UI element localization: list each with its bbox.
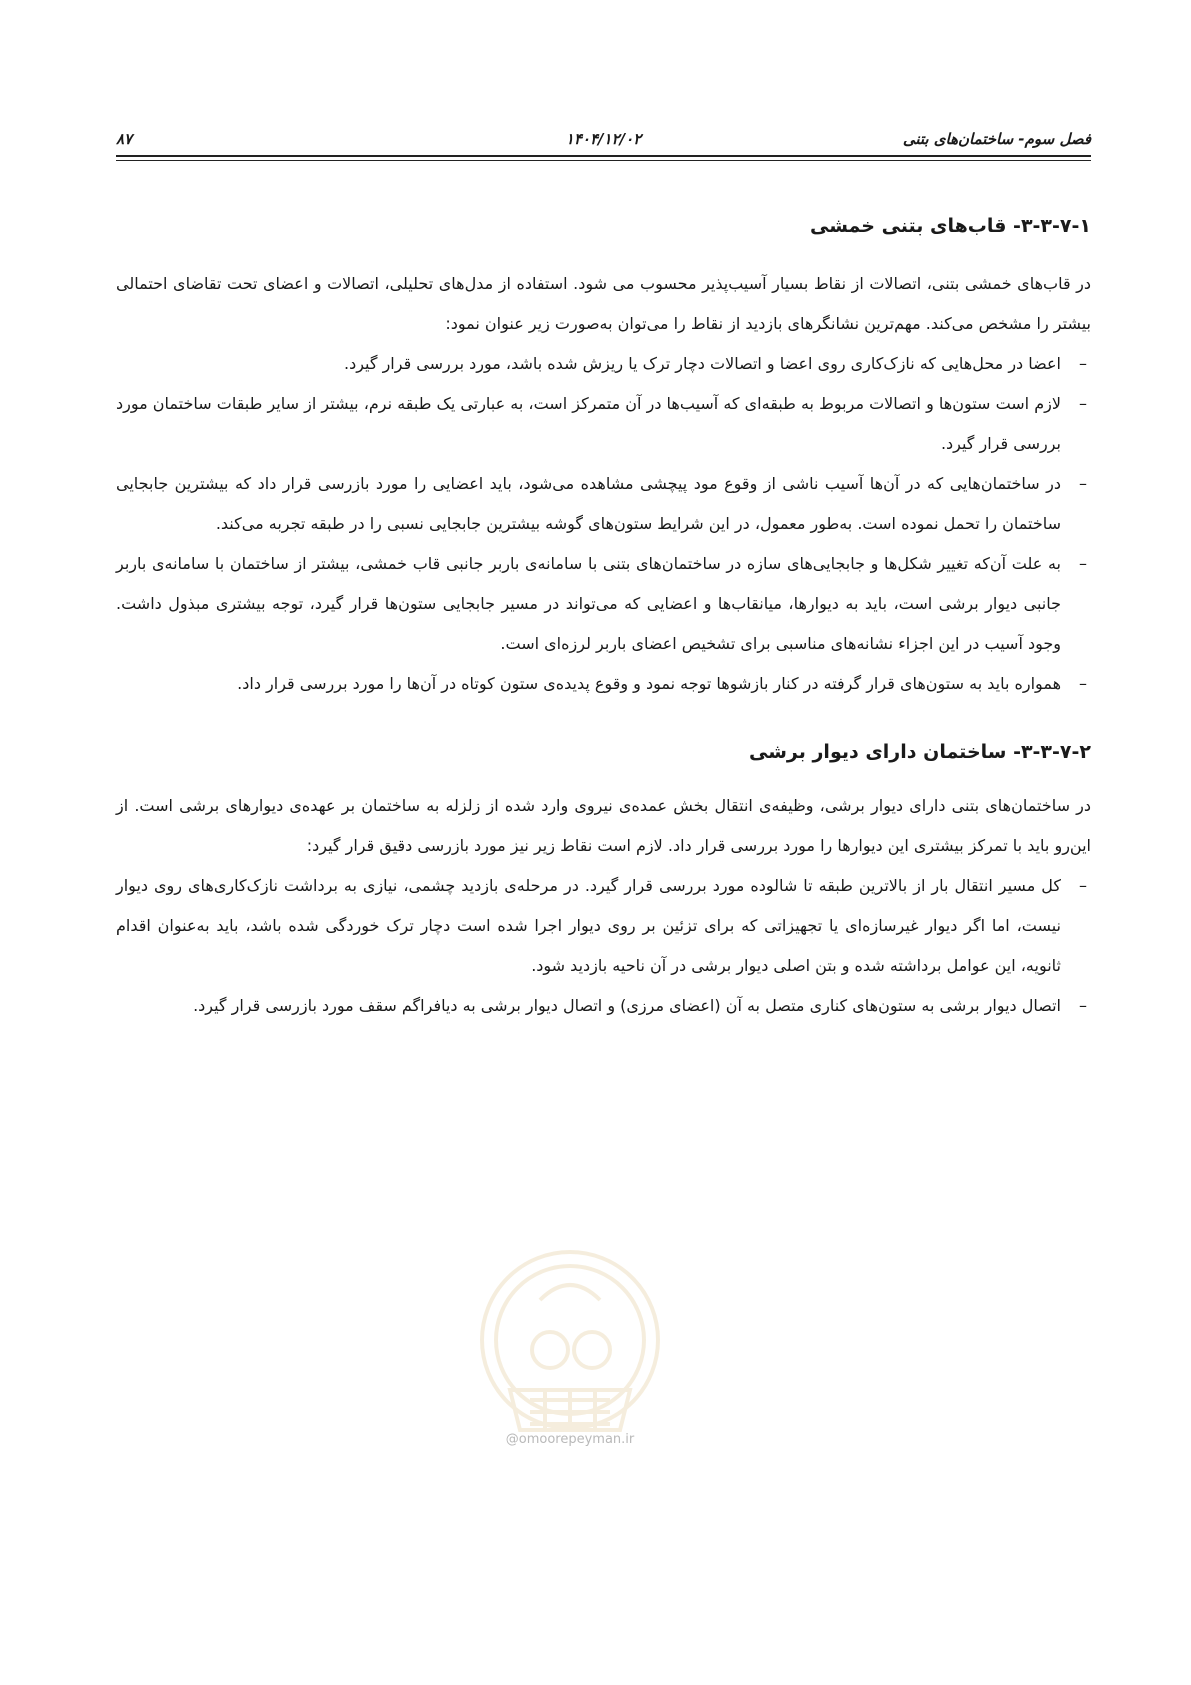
page-header bbox=[116, 128, 1091, 152]
list-item bbox=[116, 544, 1091, 664]
bullet-marker: – bbox=[1079, 674, 1087, 693]
body-paragraph: در قاب‌های خمشی بتنی، اتصالات از نقاط بسیار آسیب‌پذیر محسوب می شود. استفاده از مدل‌های تحلیلی، اتصالات و اعضای تحت تقاضای احتمالی بیشتر را مشخص می‌کند. مهم‌ترین نشانگرهای بازدید از نقاط را می‌توان به‌صورت زیر عنوان نمود: bbox=[116, 274, 1091, 333]
list-item bbox=[116, 866, 1091, 986]
list-item bbox=[116, 664, 1091, 704]
list-item bbox=[116, 384, 1091, 464]
list-item bbox=[116, 344, 1091, 384]
watermark-url: @omoorepeyman.ir bbox=[505, 1432, 635, 1447]
section-heading: ۳-۳-۷-۲- ساختمان دارای دیوار برشی bbox=[749, 741, 1091, 763]
chapter-title: فصل سوم- ساختمان‌های بتنی bbox=[902, 130, 1091, 148]
bullet-marker: – bbox=[1079, 554, 1087, 573]
list-item-text: در ساختمان‌هایی که در آن‌ها آسیب ناشی از وقوع مود پیچشی مشاهده می‌شود، باید اعضایی را مورد بازرسی قرار داد که بیشترین جابجایی ساختمان را تحمل نموده است. به‌طور معمول، در این شرایط ستون‌های گوشه بیشترین جابجایی نسبی را در طبقه تجربه می‌کند. bbox=[116, 474, 1061, 533]
list-item-text: همواره باید به ستون‌های قرار گرفته در کنار بازشوها توجه نمود و وقوع پدیده‌ی ستون کوتاه در آن‌ها را مورد بررسی قرار داد. bbox=[237, 674, 1061, 693]
list-item-text: به علت آن‌که تغییر شکل‌ها و جابجایی‌های سازه در ساختمان‌های بتنی با سامانه‌ی باربر جانبی قاب خمشی، بیشتر از ساختمان با سامانه‌ی باربر جانبی دیوار برشی است، باید به دیوارها، میانقاب‌ها و اعضایی که می‌تواند در مسیر جابجایی ستون‌ها قرار گیرد، توجه بیشتری مبذول داشت. وجود آسیب در این اجزاء نشانه‌های مناسبی برای تشخیص اعضای باربر لرزه‌ای است. bbox=[116, 554, 1061, 653]
section-heading: ۳-۳-۷-۱- قاب‌های بتنی خمشی bbox=[809, 215, 1091, 237]
page-number: ۸۷ bbox=[116, 130, 133, 148]
header-rule bbox=[116, 155, 1091, 157]
list-item-text: کل مسیر انتقال بار از بالاترین طبقه تا شالوده مورد بررسی قرار گیرد. در مرحله‌ی بازدید چشمی، نیازی به برداشت نازک‌کاری‌های روی دیوار نیست، اما اگر دیوار غیرسازه‌ای یا تجهیزاتی که برای تزئین بر روی دیوار اجرا شده است دچار ترک خوردگی شده باشد، باید به‌عنوان اقدام ثانویه، این عوامل برداشته شده و بتن اصلی دیوار برشی در آن ناحیه بازدید شود. bbox=[116, 876, 1061, 975]
list-item bbox=[116, 986, 1091, 1026]
header-rule-thin bbox=[116, 160, 1091, 161]
header-date: ۱۴۰۴/۱۲/۰۲ bbox=[565, 130, 642, 148]
bullet-marker: – bbox=[1079, 996, 1087, 1015]
bullet-list bbox=[116, 866, 1091, 1026]
bullet-marker: – bbox=[1079, 354, 1087, 373]
list-item-text: اعضا در محل‌هایی که نازک‌کاری روی اعضا و اتصالات دچار ترک یا ریزش شده باشد، مورد بررسی قرار گیرد. bbox=[344, 354, 1061, 373]
list-item-text: لازم است ستون‌ها و اتصالات مربوط به طبقه‌ای که آسیب‌ها در آن متمرکز است، به عبارتی یک طبقه نرم، بیشتر از سایر طبقات ساختمان مورد بررسی قرار گیرد. bbox=[116, 394, 1061, 453]
body-paragraph: در ساختمان‌های بتنی دارای دیوار برشی، وظیفه‌ی انتقال بخش عمده‌ی نیروی وارد شده از زلزله به ساختمان بر عهده‌ی دیوارهای برشی است. از این‌رو باید با تمرکز بیشتری این دیوارها را مورد بررسی قرار داد. لازم است نقاط زیر نیز مورد بازرسی دقیق قرار گیرد: bbox=[116, 796, 1091, 855]
list-item bbox=[116, 464, 1091, 544]
bullet-marker: – bbox=[1079, 474, 1087, 493]
bullet-list bbox=[116, 344, 1091, 704]
page-content bbox=[116, 212, 1091, 1026]
bullet-marker: – bbox=[1079, 876, 1087, 895]
list-item-text: اتصال دیوار برشی به ستون‌های کناری متصل به آن (اعضای مرزی) و اتصال دیوار برشی به دیافراگم سقف مورد بازرسی قرار گیرد. bbox=[193, 996, 1061, 1015]
bullet-marker: – bbox=[1079, 394, 1087, 413]
